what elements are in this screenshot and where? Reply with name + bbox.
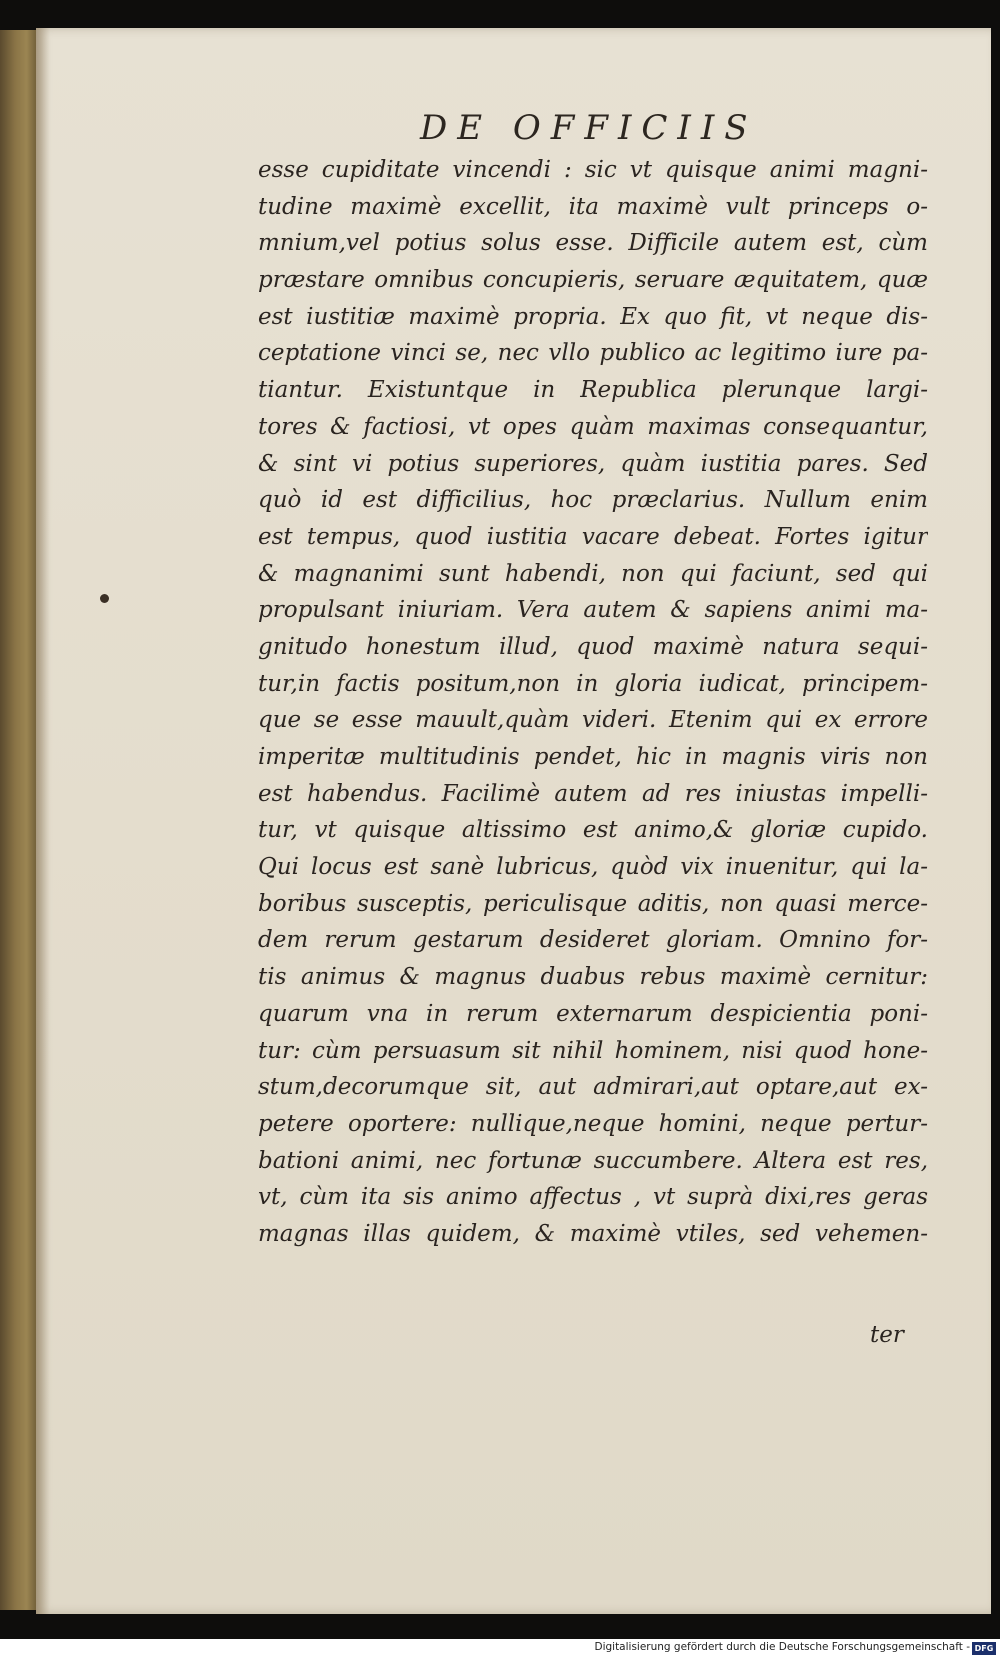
text-line: præstare omnibus concupieris, seruare æquitatem, quæ [258,267,928,294]
text-line: est habendus. Facilimè autem ad res iniustas impelli- [258,780,928,807]
book-cover-edge [0,30,38,1610]
text-line: quarum vna in rerum externarum despicientia poni- [258,1000,928,1027]
text-line: dem rerum gestarum desideret gloriam. Omnino for- [258,927,928,954]
text-line: que se esse mauult,quàm videri. Etenim qui ex errore [258,707,928,734]
text-line: boribus susceptis, periculisque aditis, non quasi merce- [258,890,928,917]
page-gutter-shadow [36,28,50,1614]
text-line: tur: cùm persuasum sit nihil hominem, nisi quod hone- [258,1037,928,1064]
text-line: stum,decorumque sit, aut admirari,aut optare,aut ex- [258,1074,928,1101]
text-line: & sint vi potius superiores, quàm iustitia pares. Sed [258,450,928,477]
text-line: Qui locus est sanè lubricus, quòd vix inuenitur, qui la- [258,854,928,881]
text-line: tores & factiosi, vt opes quàm maximas consequantur, [258,413,928,440]
text-line: quò id est difficilius, hoc præclarius. Nullum enim [258,487,928,514]
text-line: tur,in factis positum,non in gloria iudicat, principem- [258,670,928,697]
catchword: ter [870,1322,904,1348]
text-line: magnas illas quidem, & maximè vtiles, sed vehemen- [258,1220,928,1247]
text-line: & magnanimi sunt habendi, non qui faciunt, sed qui [258,560,928,587]
text-line: esse cupiditate vincendi : sic vt quisque animi magni- [258,157,928,183]
text-line: vt, cùm ita sis animo affectus , vt suprà dixi,res geras [258,1184,928,1211]
text-line: ceptatione vinci se, nec vllo publico ac legitimo iure pa- [258,340,928,367]
margin-ink-dot [100,594,109,603]
digitization-credit: Digitalisierung gefördert durch die Deutsche Forschungsgemeinschaft - [594,1641,970,1653]
dfg-logo: DFG [972,1642,996,1655]
text-line: est tempus, quod iustitia vacare debeat. Fortes igitur [258,523,928,550]
text-block [258,152,958,1253]
text-line: est iustitiæ maximè propria. Ex quo fit, vt neque dis- [258,303,928,330]
running-head: DE OFFICIIS [420,108,758,148]
text-line: tur, vt quisque altissimo est animo,& gloriæ cupido. [258,817,928,844]
text-line: tis animus & magnus duabus rebus maximè cernitur: [258,964,928,991]
text-line: tiantur. Existuntque in Republica plerunque largi- [258,377,928,404]
text-line: gnitudo honestum illud, quod maximè natura sequi- [258,633,928,660]
text-line: bationi animi, nec fortunæ succumbere. Altera est res, [258,1147,928,1174]
text-line: mnium,vel potius solus esse. Difficile autem est, cùm [258,230,928,257]
text-line: imperitæ multitudinis pendet, hic in magnis viris non [258,744,928,770]
text-line: propulsant iniuriam. Vera autem & sapiens animi ma- [258,597,928,624]
text-line: tudine maximè excellit, ita maximè vult princeps o- [258,193,928,220]
text-line: petere oportere: nullique,neque homini, neque pertur- [258,1110,928,1137]
